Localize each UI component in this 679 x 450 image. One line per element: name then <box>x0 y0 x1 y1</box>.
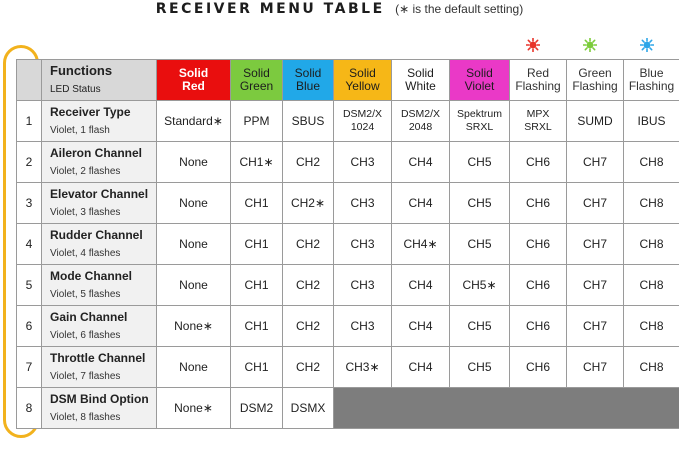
menu-row <box>17 142 679 183</box>
option-cell <box>157 388 231 429</box>
option-cell <box>157 265 231 306</box>
option-value: DSM2 <box>239 400 274 415</box>
option-cell <box>231 388 283 429</box>
function-name: Mode Channel <box>50 268 133 283</box>
option-value: CH1 <box>244 195 269 210</box>
led-column-label: Solid <box>407 66 434 80</box>
led-column-label: Blue <box>639 66 664 80</box>
option-cell <box>231 265 283 306</box>
option-value: None <box>179 277 208 292</box>
option-cell <box>392 306 450 347</box>
option-value: CH7 <box>582 154 607 169</box>
option-value: CH5 <box>467 318 492 333</box>
option-cell <box>510 224 567 265</box>
option-value: CH3 <box>350 195 375 210</box>
option-cell <box>450 347 510 388</box>
option-value: CH7 <box>582 277 607 292</box>
option-value: CH7 <box>582 359 607 374</box>
option-cell <box>510 142 567 183</box>
option-cell <box>157 347 231 388</box>
option-cell <box>157 142 231 183</box>
function-cell <box>42 142 157 183</box>
option-cell <box>231 347 283 388</box>
menu-row <box>17 388 679 429</box>
option-cell <box>157 224 231 265</box>
led-column-header <box>334 60 392 101</box>
led-column-label: Red <box>526 66 549 80</box>
option-value: CH6 <box>525 359 550 374</box>
option-cell <box>624 101 679 142</box>
option-cell <box>334 265 392 306</box>
option-value: CH2 <box>295 154 320 169</box>
function-cell <box>42 101 157 142</box>
option-cell <box>157 306 231 347</box>
led-indicators <box>0 38 679 54</box>
option-value: MPX SRXL <box>524 108 552 133</box>
option-cell <box>624 224 679 265</box>
function-name: Throttle Channel <box>50 350 146 365</box>
function-cell <box>42 265 157 306</box>
led-column-label: Solid <box>349 66 376 80</box>
led-column-label: Red <box>182 79 205 93</box>
option-cell <box>624 347 679 388</box>
led-column-header <box>450 60 510 101</box>
option-value: CH6 <box>525 195 550 210</box>
option-value: DSM2/X 1024 <box>342 108 383 133</box>
function-name: Gain Channel <box>50 309 128 324</box>
function-name: Aileron Channel <box>50 145 143 160</box>
option-cell <box>392 142 450 183</box>
led-column-header <box>231 60 283 101</box>
led-column-header <box>510 60 567 101</box>
option-cell <box>567 347 624 388</box>
option-value: CH4 <box>408 359 433 374</box>
option-value: DSM2/X 2048 <box>400 108 441 133</box>
option-cell <box>283 265 334 306</box>
option-value: CH4 <box>408 154 433 169</box>
green-led-icon <box>583 38 597 52</box>
option-value: CH2∗ <box>290 195 326 210</box>
option-cell <box>567 265 624 306</box>
menu-row <box>17 306 679 347</box>
function-name: Rudder Channel <box>50 227 143 242</box>
option-value: None∗ <box>174 400 213 415</box>
led-column-label: Yellow <box>345 79 380 93</box>
option-cell <box>624 265 679 306</box>
option-cell <box>392 101 450 142</box>
option-cell <box>450 224 510 265</box>
functions-label: Functions <box>50 63 113 78</box>
option-value: CH2 <box>295 236 320 251</box>
option-cell <box>334 224 392 265</box>
option-cell <box>624 183 679 224</box>
led-column-label: Solid <box>466 66 493 80</box>
option-value: CH6 <box>525 236 550 251</box>
title-main: RECEIVER MENU TABLE <box>155 1 385 17</box>
functions-header <box>42 60 157 101</box>
blue-led-icon <box>640 38 654 52</box>
option-value: CH2 <box>295 318 320 333</box>
option-value: CH1 <box>244 236 269 251</box>
option-cell <box>567 142 624 183</box>
menu-number: 4 <box>17 224 42 265</box>
option-value: CH8 <box>639 195 664 210</box>
menu-number: 5 <box>17 265 42 306</box>
function-name: Elevator Channel <box>50 186 149 201</box>
option-value: CH4 <box>408 318 433 333</box>
led-column-header <box>567 60 624 101</box>
menu-row <box>17 224 679 265</box>
led-column-label: White <box>405 79 436 93</box>
option-cell <box>450 265 510 306</box>
option-cell <box>231 142 283 183</box>
receiver-menu-table <box>16 59 679 429</box>
led-column-label: Solid <box>178 66 209 80</box>
function-cell <box>42 306 157 347</box>
option-value: CH7 <box>582 195 607 210</box>
header-corner <box>17 60 42 101</box>
option-value: PPM <box>243 113 270 128</box>
option-cell <box>334 306 392 347</box>
led-status: Violet, 6 flashes <box>50 329 121 341</box>
led-status-label: LED Status <box>50 84 101 95</box>
led-status: Violet, 3 flashes <box>50 206 121 218</box>
function-name: Receiver Type <box>50 104 131 119</box>
led-status: Violet, 2 flashes <box>50 165 121 177</box>
option-cell <box>510 101 567 142</box>
option-value: CH8 <box>639 277 664 292</box>
option-cell <box>283 101 334 142</box>
led-column-header <box>283 60 334 101</box>
option-cell <box>334 347 392 388</box>
led-column-label: Green <box>578 66 612 80</box>
option-value: CH3 <box>350 154 375 169</box>
option-cell <box>450 306 510 347</box>
menu-number: 7 <box>17 347 42 388</box>
option-value: CH5 <box>467 236 492 251</box>
option-cell <box>283 388 334 429</box>
led-column-label: Flashing <box>572 79 618 93</box>
red-led-icon <box>526 38 540 52</box>
option-cell <box>157 183 231 224</box>
option-value: Spektrum SRXL <box>457 108 502 133</box>
option-value: CH8 <box>639 318 664 333</box>
option-value: CH4∗ <box>403 236 438 251</box>
option-cell <box>283 306 334 347</box>
function-name: DSM Bind Option <box>50 391 149 406</box>
option-value: CH1∗ <box>239 154 274 169</box>
option-cell <box>283 183 334 224</box>
led-column-label: Flashing <box>628 79 675 93</box>
option-value: CH3 <box>350 318 375 333</box>
option-cell <box>231 183 283 224</box>
option-value: CH8 <box>639 154 664 169</box>
option-value: DSMX <box>290 400 326 415</box>
option-value: CH3 <box>350 236 375 251</box>
function-cell <box>42 347 157 388</box>
led-status: Violet, 8 flashes <box>50 411 121 423</box>
option-cell <box>567 183 624 224</box>
option-cell <box>334 183 392 224</box>
option-cell <box>334 101 392 142</box>
option-cell <box>510 265 567 306</box>
led-column-header <box>624 60 679 101</box>
led-column-label: Green <box>239 79 274 93</box>
led-column-label: Flashing <box>515 79 561 93</box>
led-status: Violet, 4 flashes <box>50 247 121 259</box>
option-value: CH5 <box>467 154 492 169</box>
menu-row <box>17 183 679 224</box>
option-cell <box>231 224 283 265</box>
function-cell <box>42 388 157 429</box>
menu-row <box>17 101 679 142</box>
option-cell <box>510 183 567 224</box>
led-status: Violet, 7 flashes <box>50 370 121 382</box>
option-value: CH7 <box>582 318 607 333</box>
option-value: CH1 <box>244 277 269 292</box>
option-cell <box>283 347 334 388</box>
led-column-label: Solid <box>243 66 270 80</box>
option-cell <box>392 347 450 388</box>
header-row <box>17 60 679 101</box>
option-value: CH8 <box>639 359 664 374</box>
title-note: (∗ is the default setting) <box>395 2 524 16</box>
menu-number: 8 <box>17 388 42 429</box>
option-value: CH8 <box>639 236 664 251</box>
option-value: CH5∗ <box>462 277 497 292</box>
option-value: None∗ <box>174 318 213 333</box>
option-value: SBUS <box>291 113 325 128</box>
option-value: None <box>179 359 208 374</box>
option-cell <box>510 306 567 347</box>
option-value: CH4 <box>408 277 433 292</box>
led-column-header <box>157 60 231 101</box>
option-cell <box>392 183 450 224</box>
option-value: CH1 <box>244 318 269 333</box>
function-cell <box>42 224 157 265</box>
option-cell <box>624 142 679 183</box>
option-value: CH6 <box>525 318 550 333</box>
option-value: CH6 <box>525 154 550 169</box>
option-value: Standard∗ <box>164 113 223 128</box>
option-value: SUMD <box>577 113 613 128</box>
option-value: CH2 <box>295 359 320 374</box>
led-column-label: Violet <box>464 79 495 93</box>
option-value: CH5 <box>467 359 492 374</box>
menu-number: 3 <box>17 183 42 224</box>
unused-block <box>334 388 679 429</box>
function-cell <box>42 183 157 224</box>
option-cell <box>392 265 450 306</box>
option-value: CH3 <box>350 277 375 292</box>
option-cell <box>283 224 334 265</box>
menu-row <box>17 265 679 306</box>
option-value: CH1 <box>244 359 269 374</box>
menu-number: 2 <box>17 142 42 183</box>
page-title <box>0 0 679 18</box>
menu-number: 1 <box>17 101 42 142</box>
option-cell <box>567 306 624 347</box>
led-column-label: Solid <box>294 66 322 80</box>
option-cell <box>334 142 392 183</box>
option-value: None <box>179 195 208 210</box>
option-cell <box>624 306 679 347</box>
option-value: CH3∗ <box>345 359 380 374</box>
led-status: Violet, 5 flashes <box>50 288 121 300</box>
option-cell <box>392 224 450 265</box>
option-value: None <box>179 236 208 251</box>
option-value: CH2 <box>295 277 320 292</box>
option-value: CH4 <box>408 195 433 210</box>
option-cell <box>567 224 624 265</box>
option-value: None <box>179 154 208 169</box>
option-cell <box>231 101 283 142</box>
option-value: CH6 <box>525 277 550 292</box>
option-value: IBUS <box>637 113 666 128</box>
led-status: Violet, 1 flash <box>50 124 110 136</box>
option-value: CH7 <box>582 236 607 251</box>
option-cell <box>450 183 510 224</box>
option-cell <box>450 142 510 183</box>
option-cell <box>567 101 624 142</box>
option-cell <box>283 142 334 183</box>
option-cell <box>510 347 567 388</box>
option-cell <box>450 101 510 142</box>
led-column-label: Blue <box>295 79 321 93</box>
option-cell <box>231 306 283 347</box>
led-column-header <box>392 60 450 101</box>
menu-row <box>17 347 679 388</box>
menu-number: 6 <box>17 306 42 347</box>
option-cell <box>157 101 231 142</box>
option-value: CH5 <box>467 195 492 210</box>
